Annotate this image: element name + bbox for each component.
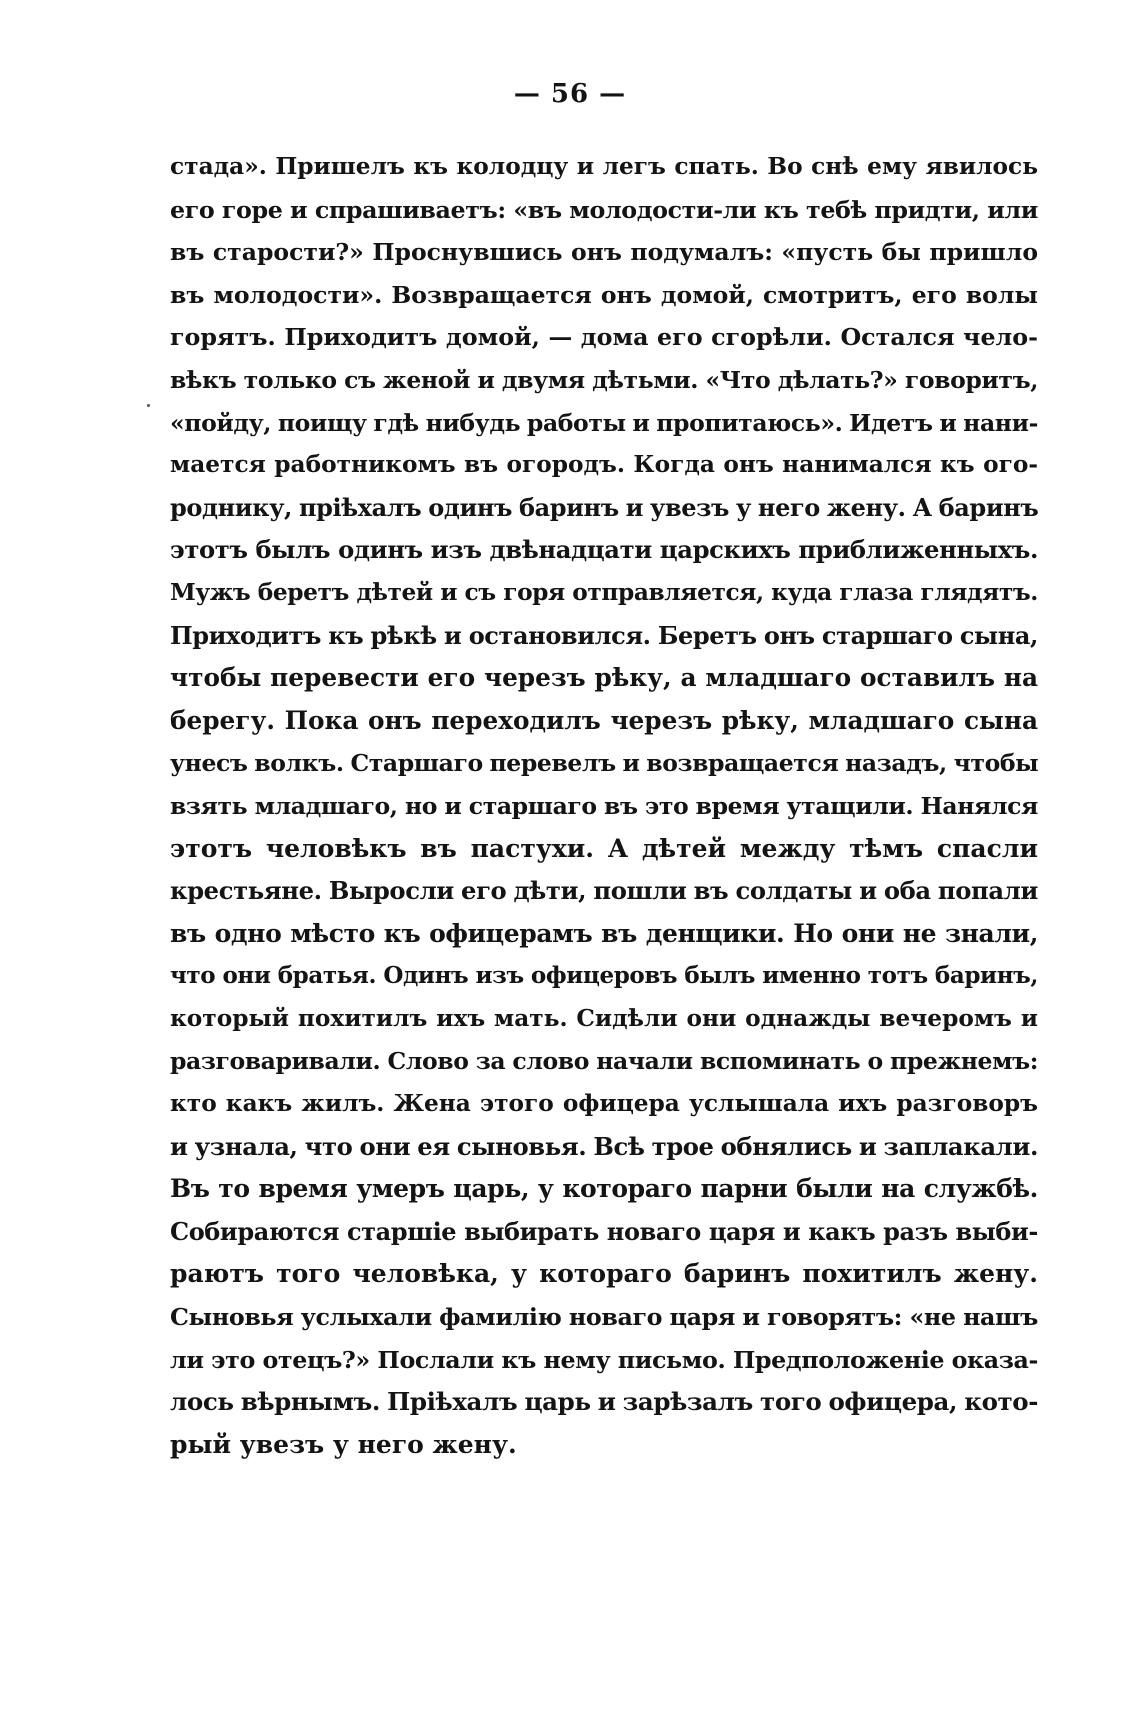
text-line: Въ то время умеръ царь, у котораго парни были на службѣ. [170, 1174, 1038, 1204]
text-line: въ одно мѣсто къ офицерамъ въ денщики. Но они не знали, [170, 918, 1038, 948]
text-line: кто какъ жилъ. Жена этого офицера услышала ихъ разговоръ [170, 1090, 1038, 1118]
text-line: разговаривали. Слово за слово начали вспоминать о прежнемъ: [170, 1047, 1038, 1076]
text-line: унесъ волкъ. Старшаго перевелъ и возвращается назадъ, чтобы [170, 749, 1038, 778]
text-line: роднику, пріѣхалъ одинъ баринъ и увезъ у него жену. А баринъ [170, 492, 1038, 522]
text-line: стада». Пришелъ къ колодцу и легъ спать. Во снѣ ему явилось [170, 153, 1038, 180]
text-line: Сыновья услыхали фамилію новаго царя и говорятъ: «не нашъ [170, 1303, 1038, 1332]
text-line: этотъ былъ одинъ изъ двѣнадцати царскихъ приближенныхъ. [170, 535, 1038, 565]
text-line: ли это отецъ?» Послали къ нему письмо. Предположеніе оказа- [170, 1345, 1038, 1374]
text-line: Приходитъ къ рѣкѣ и остановился. Беретъ онъ старшаго сына, [170, 620, 1038, 650]
text-line: который похитилъ ихъ мать. Сидѣли они однажды вечеромъ и [170, 1004, 1038, 1032]
text-line: его горе и спрашиваетъ: «въ молодости-ли къ тебѣ придти, или [170, 195, 1038, 224]
text-line: въ молодости». Возвращается онъ домой, смотритъ, его волы [170, 280, 1038, 309]
page-number: — 56 — [513, 79, 627, 109]
margin-speck [147, 404, 150, 407]
text-line: горятъ. Приходитъ домой, — дома его сгорѣли. Остался чело- [170, 323, 1038, 352]
text-line: раютъ того человѣка, у котораго баринъ похитилъ жену. [170, 1259, 1038, 1289]
text-line: лось вѣрнымъ. Пріѣхалъ царь и зарѣзалъ того офицера, кото- [170, 1387, 1038, 1417]
text-line: взять младшаго, но и старшаго въ это время утащили. Нанялся [170, 791, 1038, 820]
text-line: этотъ человѣкъ въ пастухи. А дѣтей между тѣмъ спасли [170, 833, 1038, 863]
text-line: вѣкъ только съ женой и двумя дѣтьми. «Что дѣлать?» говоритъ, [170, 365, 1038, 394]
text-line: Собираются старшіе выбирать новаго царя и какъ разъ выби- [170, 1216, 1038, 1246]
text-line: крестьяне. Выросли его дѣти, пошли въ солдаты и оба попали [170, 876, 1038, 906]
text-line: Мужъ беретъ дѣтей и съ горя отправляется, куда глаза глядятъ. [170, 578, 1038, 606]
text-line: «пойду, поищу гдѣ нибудь работы и пропитаюсь». Идетъ и нани- [170, 408, 1038, 437]
text-line: что они братья. Одинъ изъ офицеровъ былъ именно тотъ баринъ, [170, 962, 1038, 990]
body-text [170, 146, 1038, 1466]
text-line: рый увезъ у него жену. [170, 1429, 517, 1459]
text-line: чтобы перевести его черезъ рѣку, а младшаго оставилъ на [170, 663, 1038, 693]
text-line: и узнала, что они ея сыновья. Всѣ трое обнялись и заплакали. [170, 1131, 1038, 1161]
text-line: мается работникомъ въ огородъ. Когда онъ нанимался къ ого- [170, 451, 1038, 479]
text-line: берегу. Пока онъ переходилъ черезъ рѣку, младшаго сына [170, 705, 1038, 735]
text-line: въ старости?» Проснувшись онъ подумалъ: «пусть бы пришло [170, 238, 1038, 267]
